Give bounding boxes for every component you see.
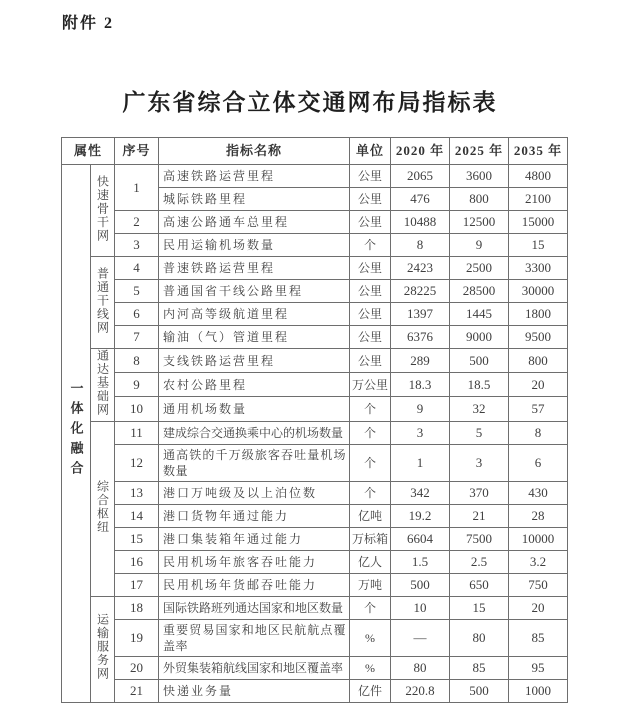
value-2020-cell: 10 bbox=[391, 596, 450, 619]
group-label-cell bbox=[91, 257, 115, 349]
value-2035-cell: 750 bbox=[509, 573, 568, 596]
indicator-name-cell: 建成综合交通换乘中心的机场数量 bbox=[159, 421, 350, 444]
group-label-cell-text: 普通干线网 bbox=[95, 266, 110, 335]
value-2025-cell: 2500 bbox=[450, 257, 509, 280]
page-title: 广东省综合立体交通网布局指标表 bbox=[122, 90, 498, 115]
unit-cell: 个 bbox=[350, 596, 391, 619]
indicator-name-cell: 通用机场数量 bbox=[159, 397, 350, 421]
value-2020-cell: 28225 bbox=[391, 280, 450, 303]
value-2020-cell: 1397 bbox=[391, 303, 450, 326]
indicator-name-cell: 通高铁的千万级旅客吞吐量机场数量 bbox=[159, 444, 350, 481]
serial-cell: 15 bbox=[115, 527, 159, 550]
serial-cell: 10 bbox=[115, 397, 159, 421]
table-row bbox=[62, 619, 568, 656]
unit-cell: 个 bbox=[350, 234, 391, 257]
serial-cell: 21 bbox=[115, 679, 159, 702]
value-2020-cell: — bbox=[391, 619, 450, 656]
attribute-spine-cell-text: 一体化融合 bbox=[68, 381, 84, 482]
header-row bbox=[62, 138, 568, 165]
value-2025-cell: 85 bbox=[450, 656, 509, 679]
serial-cell: 9 bbox=[115, 373, 159, 397]
value-2025-cell: 370 bbox=[450, 481, 509, 504]
table-row bbox=[62, 257, 568, 280]
group-label-cell-text: 快速骨干网 bbox=[95, 174, 110, 243]
serial-cell: 12 bbox=[115, 444, 159, 481]
serial-cell: 7 bbox=[115, 326, 159, 349]
group-label-cell-text: 运输服务网 bbox=[95, 613, 110, 681]
indicator-name-cell: 港口万吨级及以上泊位数 bbox=[159, 481, 350, 504]
value-2020-cell: 3 bbox=[391, 421, 450, 444]
header-attribute: 属性 bbox=[62, 138, 115, 165]
value-2020-cell: 18.3 bbox=[391, 373, 450, 397]
unit-cell: 公里 bbox=[350, 303, 391, 326]
value-2035-cell: 1800 bbox=[509, 303, 568, 326]
serial-cell: 1 bbox=[115, 165, 159, 211]
value-2020-cell: 6376 bbox=[391, 326, 450, 349]
table-row bbox=[62, 444, 568, 481]
indicator-name-cell: 港口集装箱年通过能力 bbox=[159, 527, 350, 550]
header-indicator: 指标名称 bbox=[159, 138, 350, 165]
value-2035-cell: 800 bbox=[509, 349, 568, 373]
header-unit: 单位 bbox=[350, 138, 391, 165]
value-2025-cell: 500 bbox=[450, 679, 509, 702]
value-2035-cell: 2100 bbox=[509, 188, 568, 211]
value-2025-cell: 500 bbox=[450, 349, 509, 373]
indicator-name-cell: 普通国省干线公路里程 bbox=[159, 280, 350, 303]
indicator-name-cell: 重要贸易国家和地区民航航点覆盖率 bbox=[159, 619, 350, 656]
value-2025-cell: 3600 bbox=[450, 165, 509, 188]
table-row bbox=[62, 234, 568, 257]
attribute-spine-cell bbox=[62, 165, 91, 703]
indicator-name-cell: 城际铁路里程 bbox=[159, 188, 350, 211]
serial-cell: 20 bbox=[115, 656, 159, 679]
value-2020-cell: 6604 bbox=[391, 527, 450, 550]
table-row bbox=[62, 481, 568, 504]
table-row bbox=[62, 596, 568, 619]
value-2020-cell: 8 bbox=[391, 234, 450, 257]
table-row bbox=[62, 303, 568, 326]
header-year-2025: 2025 年 bbox=[450, 138, 509, 165]
serial-cell: 16 bbox=[115, 550, 159, 573]
unit-cell: 亿吨 bbox=[350, 504, 391, 527]
indicator-name-cell: 国际铁路班列通达国家和地区数量 bbox=[159, 596, 350, 619]
table-row bbox=[62, 280, 568, 303]
value-2025-cell: 3 bbox=[450, 444, 509, 481]
value-2020-cell: 10488 bbox=[391, 211, 450, 234]
value-2020-cell: 220.8 bbox=[391, 679, 450, 702]
value-2035-cell: 3.2 bbox=[509, 550, 568, 573]
value-2035-cell: 3300 bbox=[509, 257, 568, 280]
serial-cell: 17 bbox=[115, 573, 159, 596]
value-2035-cell: 1000 bbox=[509, 679, 568, 702]
table-row bbox=[62, 373, 568, 397]
value-2035-cell: 9500 bbox=[509, 326, 568, 349]
group-label-cell-text: 通达基础网 bbox=[95, 349, 110, 417]
unit-cell: 公里 bbox=[350, 188, 391, 211]
value-2020-cell: 500 bbox=[391, 573, 450, 596]
indicator-name-cell: 高速铁路运营里程 bbox=[159, 165, 350, 188]
value-2035-cell: 10000 bbox=[509, 527, 568, 550]
value-2020-cell: 1.5 bbox=[391, 550, 450, 573]
unit-cell: 公里 bbox=[350, 211, 391, 234]
value-2025-cell: 2.5 bbox=[450, 550, 509, 573]
serial-cell: 18 bbox=[115, 596, 159, 619]
value-2035-cell: 15 bbox=[509, 234, 568, 257]
value-2035-cell: 15000 bbox=[509, 211, 568, 234]
serial-cell: 13 bbox=[115, 481, 159, 504]
unit-cell: 亿件 bbox=[350, 679, 391, 702]
serial-cell: 5 bbox=[115, 280, 159, 303]
unit-cell: 万吨 bbox=[350, 573, 391, 596]
unit-cell: 个 bbox=[350, 421, 391, 444]
serial-cell: 2 bbox=[115, 211, 159, 234]
indicator-table bbox=[61, 137, 568, 703]
unit-cell: % bbox=[350, 656, 391, 679]
value-2035-cell: 20 bbox=[509, 373, 568, 397]
group-label-cell bbox=[91, 165, 115, 257]
indicator-name-cell: 民用机场年货邮吞吐能力 bbox=[159, 573, 350, 596]
value-2035-cell: 95 bbox=[509, 656, 568, 679]
serial-cell: 14 bbox=[115, 504, 159, 527]
table-row bbox=[62, 326, 568, 349]
table-header bbox=[62, 138, 568, 165]
unit-cell: 公里 bbox=[350, 326, 391, 349]
indicator-name-cell: 支线铁路运营里程 bbox=[159, 349, 350, 373]
table-row bbox=[62, 211, 568, 234]
value-2025-cell: 18.5 bbox=[450, 373, 509, 397]
table-row bbox=[62, 349, 568, 373]
value-2035-cell: 85 bbox=[509, 619, 568, 656]
value-2035-cell: 6 bbox=[509, 444, 568, 481]
value-2020-cell: 2065 bbox=[391, 165, 450, 188]
group-label-cell bbox=[91, 596, 115, 702]
value-2035-cell: 20 bbox=[509, 596, 568, 619]
unit-cell: 亿人 bbox=[350, 550, 391, 573]
value-2025-cell: 7500 bbox=[450, 527, 509, 550]
value-2035-cell: 30000 bbox=[509, 280, 568, 303]
value-2025-cell: 80 bbox=[450, 619, 509, 656]
value-2020-cell: 289 bbox=[391, 349, 450, 373]
table-row bbox=[62, 550, 568, 573]
table-row bbox=[62, 656, 568, 679]
value-2020-cell: 9 bbox=[391, 397, 450, 421]
unit-cell: % bbox=[350, 619, 391, 656]
unit-cell: 万公里 bbox=[350, 373, 391, 397]
unit-cell: 公里 bbox=[350, 257, 391, 280]
value-2035-cell: 57 bbox=[509, 397, 568, 421]
indicator-name-cell: 普速铁路运营里程 bbox=[159, 257, 350, 280]
serial-cell: 19 bbox=[115, 619, 159, 656]
indicator-name-cell: 民用运输机场数量 bbox=[159, 234, 350, 257]
value-2025-cell: 9000 bbox=[450, 326, 509, 349]
value-2025-cell: 15 bbox=[450, 596, 509, 619]
indicator-name-cell: 输油（气）管道里程 bbox=[159, 326, 350, 349]
value-2025-cell: 1445 bbox=[450, 303, 509, 326]
table-body bbox=[62, 165, 568, 703]
serial-cell: 6 bbox=[115, 303, 159, 326]
serial-cell: 3 bbox=[115, 234, 159, 257]
value-2025-cell: 12500 bbox=[450, 211, 509, 234]
table-row bbox=[62, 679, 568, 702]
unit-cell: 个 bbox=[350, 397, 391, 421]
indicator-name-cell: 外贸集装箱航线国家和地区覆盖率 bbox=[159, 656, 350, 679]
unit-cell: 公里 bbox=[350, 280, 391, 303]
indicator-name-cell: 民用机场年旅客吞吐能力 bbox=[159, 550, 350, 573]
value-2025-cell: 21 bbox=[450, 504, 509, 527]
value-2025-cell: 5 bbox=[450, 421, 509, 444]
table-row bbox=[62, 527, 568, 550]
unit-cell: 公里 bbox=[350, 349, 391, 373]
indicator-name-cell: 港口货物年通过能力 bbox=[159, 504, 350, 527]
header-year-2035: 2035 年 bbox=[509, 138, 568, 165]
group-label-cell bbox=[91, 421, 115, 596]
table-row bbox=[62, 421, 568, 444]
group-label-cell-text: 综合枢纽 bbox=[95, 479, 110, 534]
unit-cell: 公里 bbox=[350, 165, 391, 188]
serial-cell: 8 bbox=[115, 349, 159, 373]
indicator-name-cell: 高速公路通车总里程 bbox=[159, 211, 350, 234]
value-2020-cell: 476 bbox=[391, 188, 450, 211]
unit-cell: 万标箱 bbox=[350, 527, 391, 550]
header-serial: 序号 bbox=[115, 138, 159, 165]
unit-cell: 个 bbox=[350, 444, 391, 481]
unit-cell: 个 bbox=[350, 481, 391, 504]
indicator-name-cell: 农村公路里程 bbox=[159, 373, 350, 397]
value-2025-cell: 650 bbox=[450, 573, 509, 596]
attachment-label: 附件 2 bbox=[62, 15, 115, 32]
table-row bbox=[62, 504, 568, 527]
value-2035-cell: 28 bbox=[509, 504, 568, 527]
value-2020-cell: 342 bbox=[391, 481, 450, 504]
indicator-name-cell: 内河高等级航道里程 bbox=[159, 303, 350, 326]
value-2025-cell: 32 bbox=[450, 397, 509, 421]
value-2035-cell: 4800 bbox=[509, 165, 568, 188]
table-row bbox=[62, 397, 568, 421]
serial-cell: 4 bbox=[115, 257, 159, 280]
table-row bbox=[62, 573, 568, 596]
value-2035-cell: 8 bbox=[509, 421, 568, 444]
value-2020-cell: 1 bbox=[391, 444, 450, 481]
value-2020-cell: 19.2 bbox=[391, 504, 450, 527]
group-label-cell bbox=[91, 349, 115, 422]
value-2025-cell: 28500 bbox=[450, 280, 509, 303]
serial-cell: 11 bbox=[115, 421, 159, 444]
header-year-2020: 2020 年 bbox=[391, 138, 450, 165]
value-2020-cell: 80 bbox=[391, 656, 450, 679]
value-2025-cell: 9 bbox=[450, 234, 509, 257]
value-2025-cell: 800 bbox=[450, 188, 509, 211]
value-2035-cell: 430 bbox=[509, 481, 568, 504]
table-row bbox=[62, 165, 568, 188]
indicator-name-cell: 快递业务量 bbox=[159, 679, 350, 702]
value-2020-cell: 2423 bbox=[391, 257, 450, 280]
